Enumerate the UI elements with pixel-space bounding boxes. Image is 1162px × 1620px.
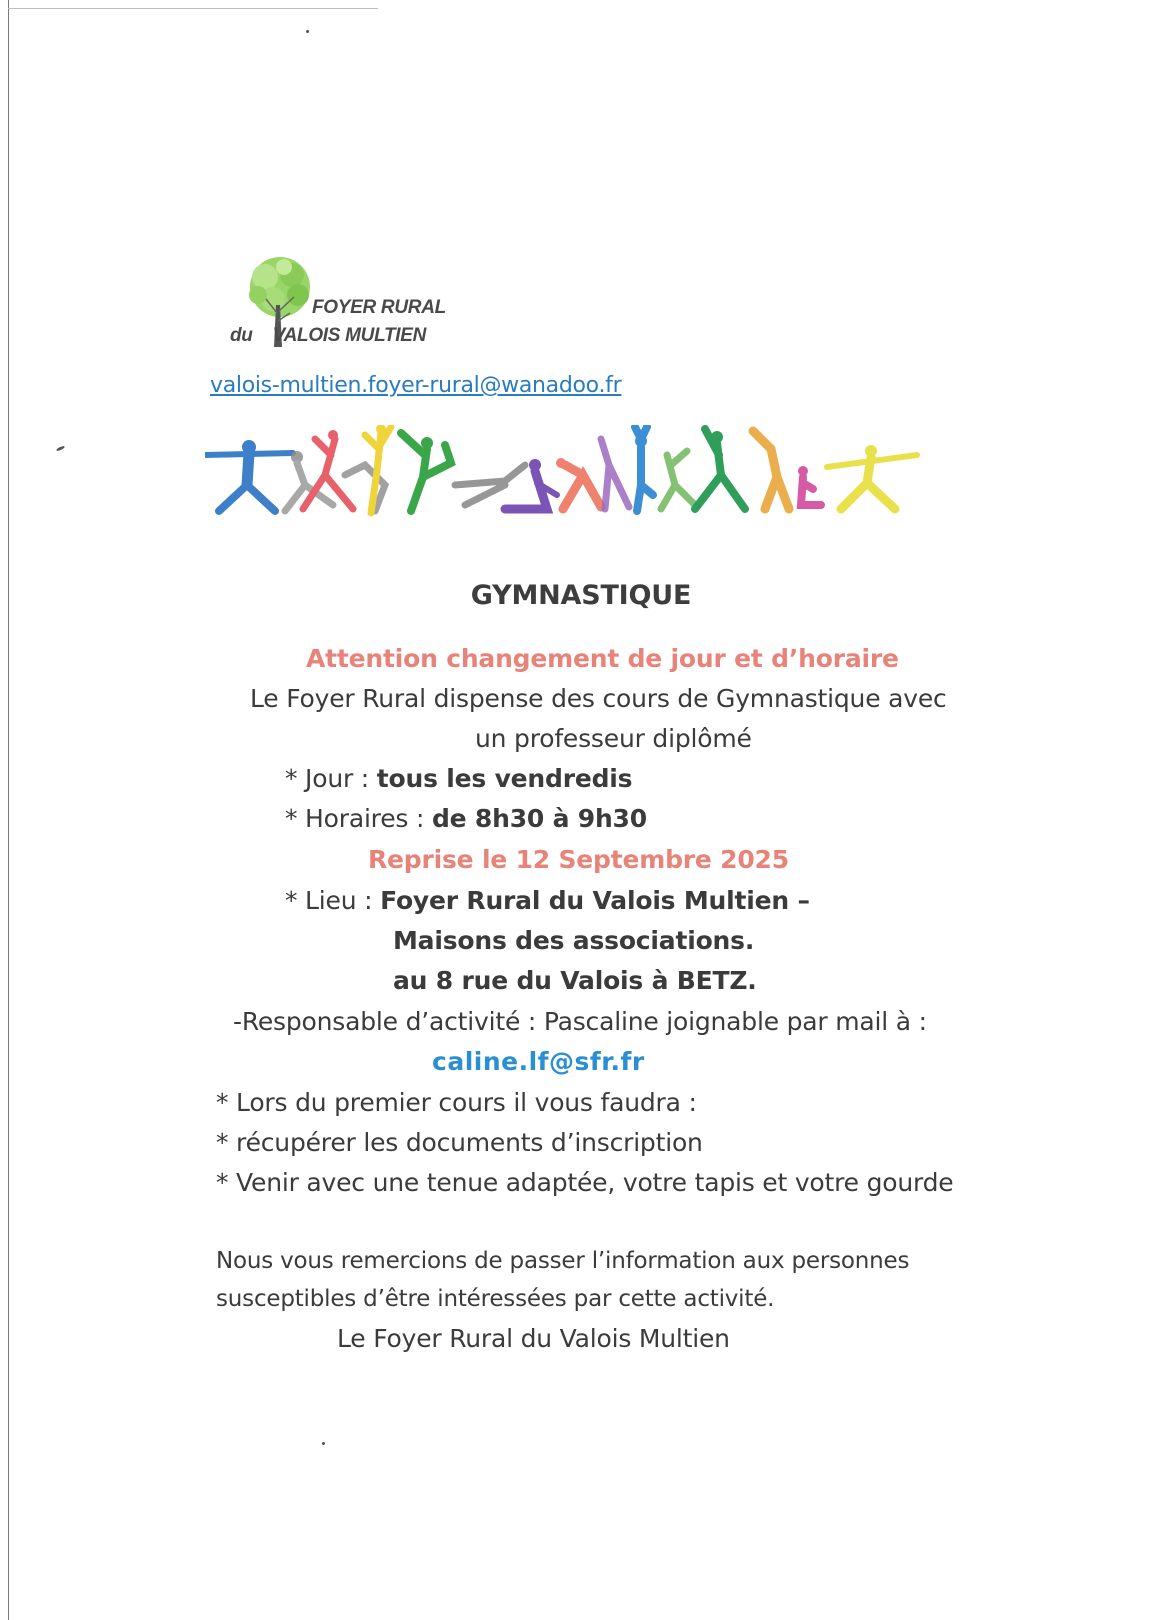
place-line-2: Maisons des associations. [393,926,755,955]
page-edge [8,0,9,1620]
figure-yellow-star [827,445,917,509]
manager-info: -Responsable d’activité : Pascaline joignable par mail à : [233,1007,927,1036]
closing-line-1: Nous vous remercions de passer l’information aux personnes [216,1248,910,1274]
manager-email-link[interactable]: caline.lf@sfr.fr [432,1047,645,1076]
schedule-change-notice: Attention changement de jour et d’horaire [306,644,899,673]
restart-date: Reprise le 12 Septembre 2025 [368,845,789,874]
logo-subtitle [230,325,426,347]
figure-green-warrior [695,429,745,509]
page-title: GYMNASTIQUE [470,580,692,611]
day-detail [285,764,632,793]
day-value: tous les vendredis [376,764,633,793]
closing-line-2: susceptibles d’être intéressées par cette activité. [216,1286,775,1312]
figure-purple-seated [505,459,557,509]
scan-speck [306,30,309,33]
foyer-rural-logo [230,255,470,355]
figure-purple-lunge [601,439,629,509]
hours-value: de 8h30 à 9h30 [431,804,647,833]
signature: Le Foyer Rural du Valois Multien [337,1324,730,1353]
place-value: Foyer Rural du Valois Multien – [380,886,810,915]
fitness-figures-banner [205,425,925,525]
figure-green-dancer [401,433,451,511]
logo-subtitle-text: VALOIS MULTIEN [272,325,427,346]
figure-coral-bend [556,458,601,509]
figure-pink-seated [798,466,821,505]
hours-label: * Horaires : [285,804,425,833]
first-class-item-1: * récupérer les documents d’inscription [216,1128,703,1157]
place-label: * Lieu : [285,886,373,915]
place-line-3: au 8 rue du Valois à BETZ. [393,966,757,995]
hours-detail [285,804,647,833]
page-top-edge [8,8,378,9]
place-detail [285,886,810,915]
figure-blue-tree-pose [635,427,653,511]
scan-speck [322,1442,325,1445]
intro-line-1: Le Foyer Rural dispense des cours de Gymnastique avec [250,684,947,713]
figure-blue-stretch [205,440,293,511]
first-class-item-2: * Venir avec une tenue adaptée, votre tapis et votre gourde [216,1168,954,1197]
logo-title: FOYER RURAL [312,297,446,318]
figure-grey-plank [455,465,525,505]
intro-line-2: un professeur diplômé [475,724,752,753]
figure-orange-backbend [753,431,789,509]
contact-email-link[interactable]: valois-multien.foyer-rural@wanadoo.fr [210,373,622,398]
logo-prefix: du [230,325,253,346]
first-class-intro: * Lors du premier cours il vous faudra : [216,1088,697,1117]
day-label: * Jour : [285,764,370,793]
scan-speck [56,445,65,452]
figure-lightgreen-kneel [661,451,695,509]
